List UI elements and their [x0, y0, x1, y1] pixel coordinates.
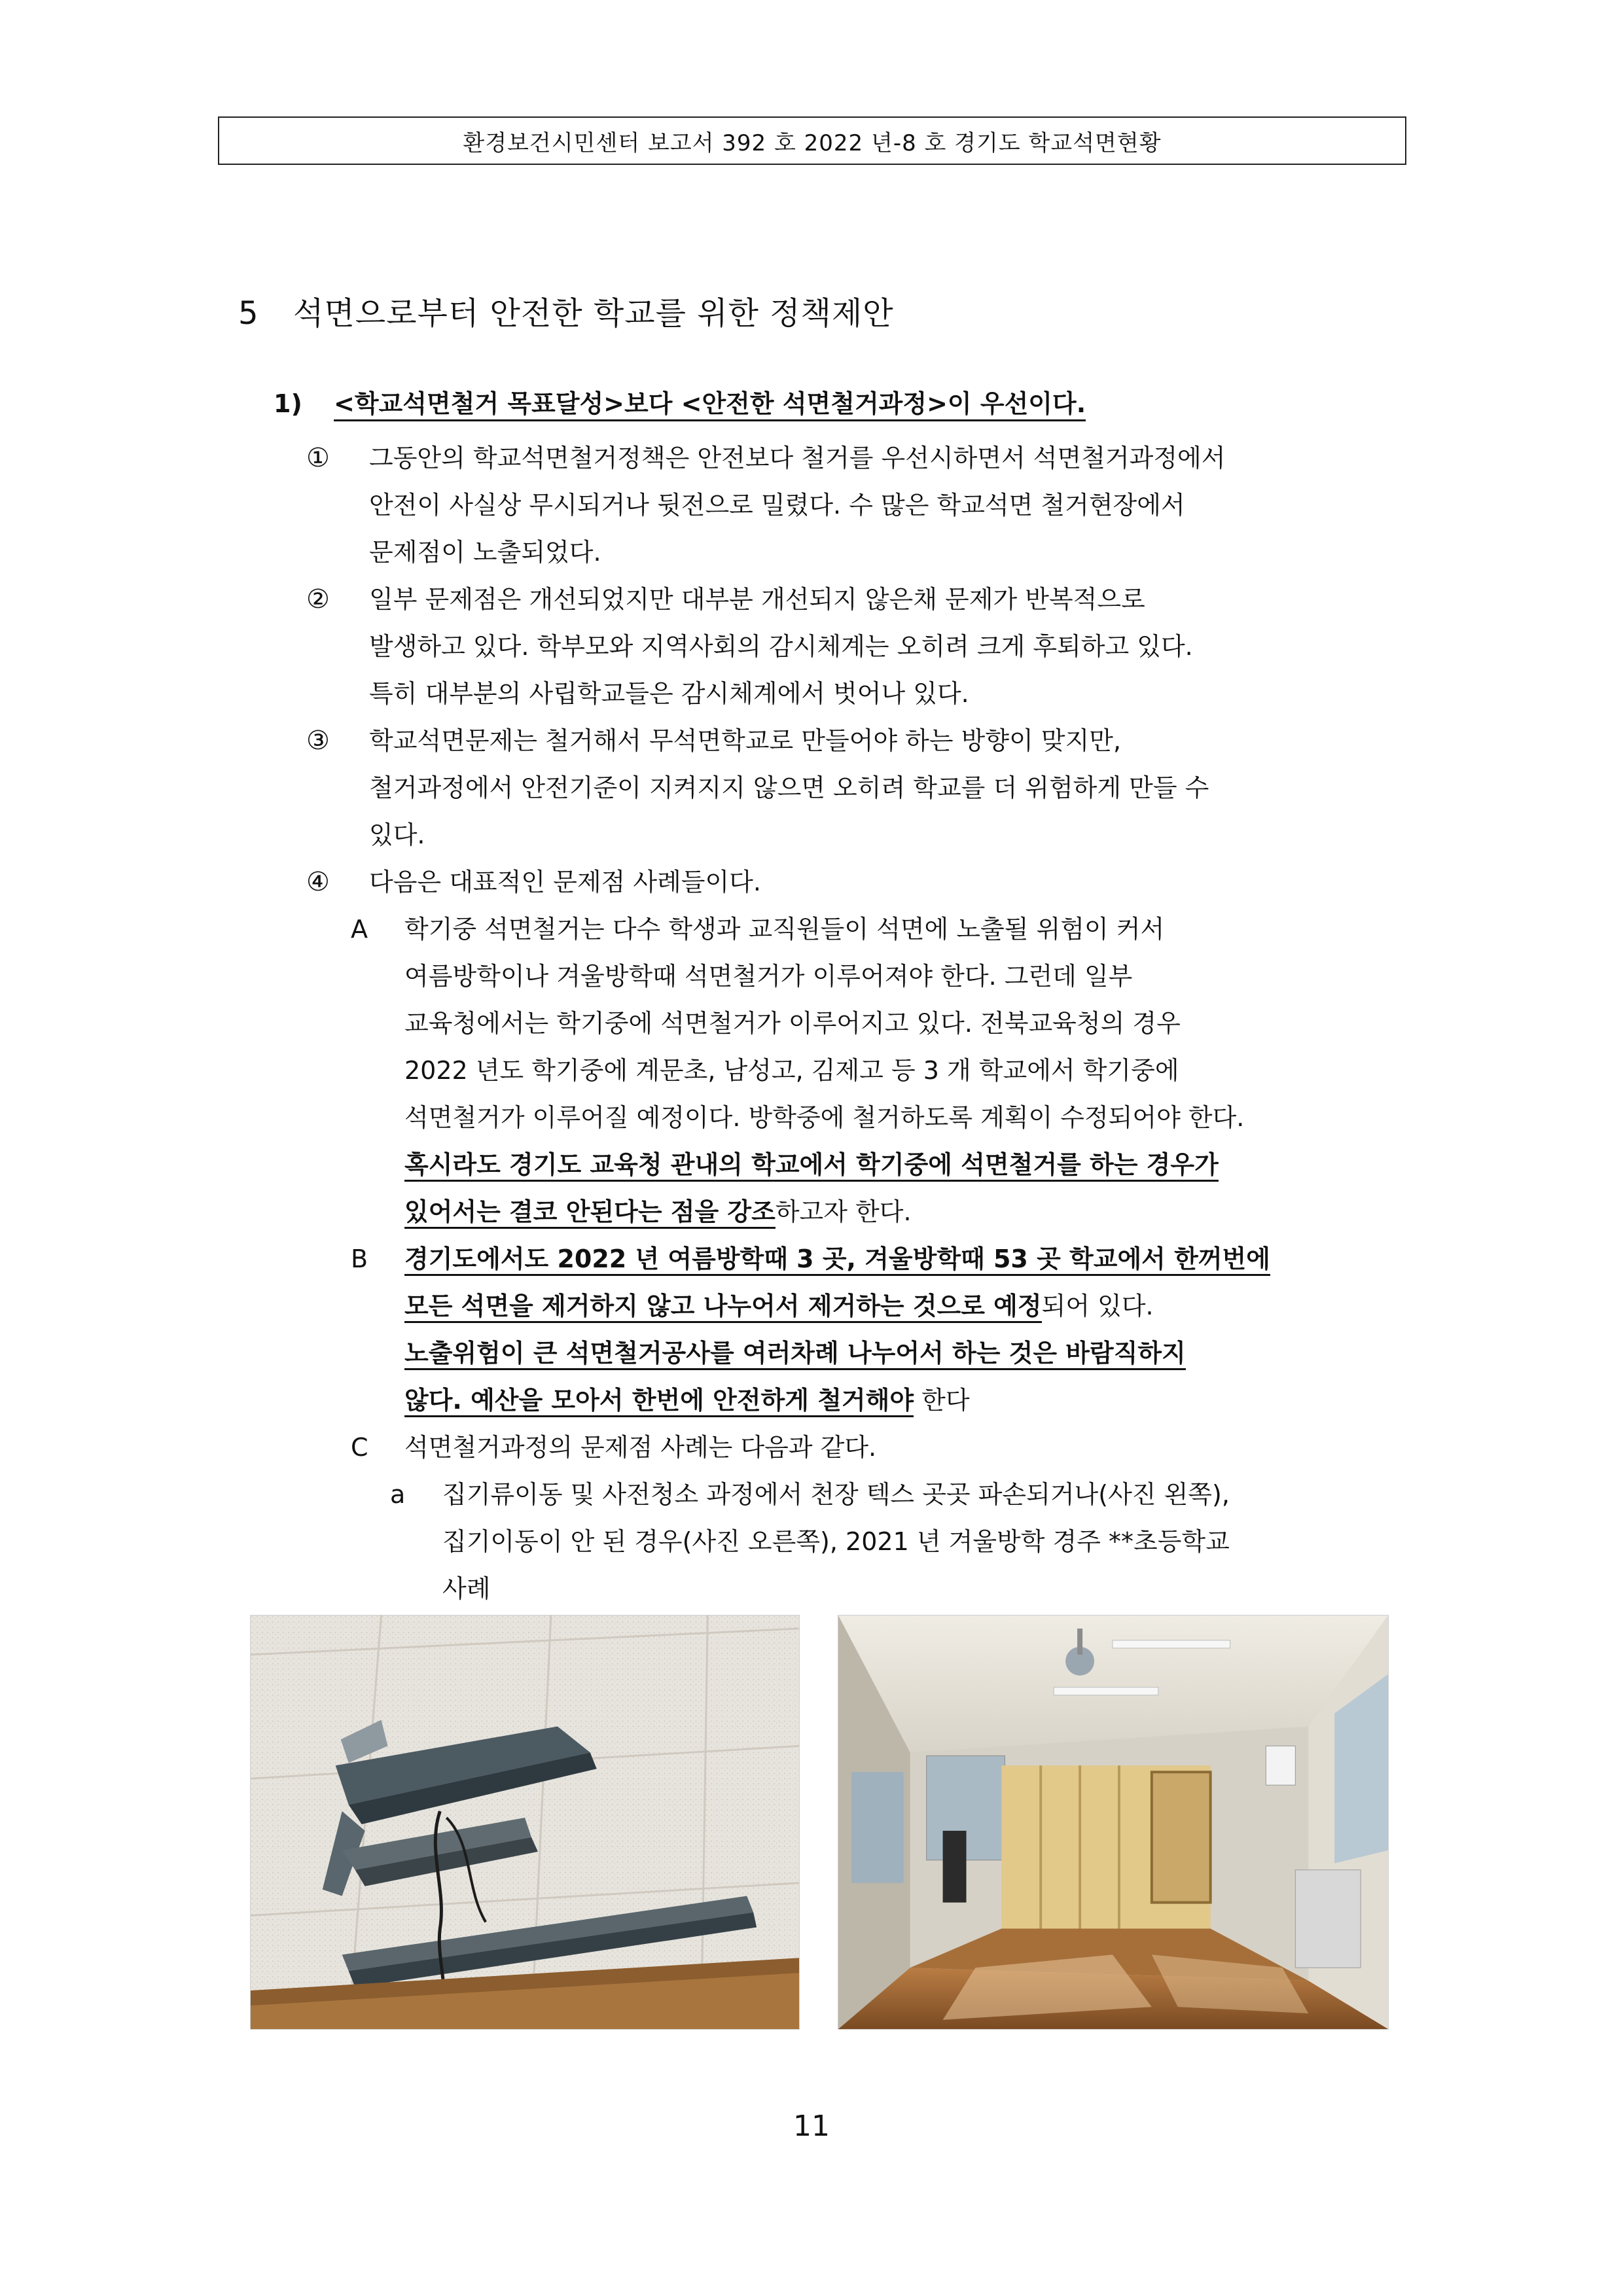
section-title — [238, 288, 894, 333]
case-emphasis: 경기도에서도 2022 년 여름방학때 3 곳, 겨울방학때 53 곳 학교에서 한꺼번에 — [404, 1245, 1270, 1276]
case-c-subitem — [390, 1471, 1230, 1612]
subsection-heading — [274, 383, 1086, 419]
item-marker: ③ — [306, 726, 330, 756]
item-line: 학교석면문제는 철거해서 무석면학교로 만들어야 하는 방향이 맞지만, — [369, 726, 1122, 755]
case-emphasis: 있어서는 결코 안된다는 점을 강조 — [404, 1197, 776, 1229]
case-a — [351, 906, 1245, 1235]
photo-classroom — [838, 1615, 1389, 2030]
case-tail: 하고자 한다. — [775, 1197, 912, 1226]
item-marker: ① — [306, 443, 330, 473]
case-b — [351, 1235, 1270, 1424]
section-title-text: 석면으로부터 안전한 학교를 위한 정책제안 — [293, 295, 894, 332]
subitem-line: 사례 — [442, 1574, 491, 1603]
list-item-3 — [306, 717, 1209, 858]
case-line: 학기중 석면철거는 다수 학생과 교직원들이 석면에 노출될 위험이 커서 — [404, 915, 1165, 944]
case-tail: 되어 있다. — [1041, 1292, 1154, 1320]
item-line: 다음은 대표적인 문제점 사례들이다. — [369, 868, 761, 896]
item-line: 일부 문제점은 개선되었지만 대부분 개선되지 않은채 문제가 반복적으로 — [369, 585, 1145, 614]
item-line: 철거과정에서 안전기준이 지켜지지 않으면 오히려 학교를 더 위험하게 만들 수 — [369, 773, 1209, 802]
photo-damaged-ceiling — [250, 1615, 800, 2030]
page-number: 11 — [793, 2110, 830, 2143]
list-item-2 — [306, 576, 1193, 717]
subitem-marker: a — [390, 1480, 406, 1509]
item-line: 그동안의 학교석면철거정책은 안전보다 철거를 우선시하면서 석면철거과정에서 — [369, 444, 1226, 472]
item-line: 발생하고 있다. 학부모와 지역사회의 감시체계는 오히려 크게 후퇴하고 있다. — [369, 632, 1193, 661]
case-c — [351, 1424, 877, 1471]
case-line: 교육청에서는 학기중에 석면철거가 이루어지고 있다. 전북교육청의 경우 — [404, 1009, 1181, 1038]
case-line: 2022 년도 학기중에 계문초, 남성고, 김제고 등 3 개 학교에서 학기중에 — [404, 1056, 1179, 1085]
item-line: 문제점이 노출되었다. — [369, 538, 601, 567]
case-marker: C — [351, 1433, 368, 1462]
list-item-4 — [306, 858, 761, 906]
report-header-title: 환경보건시민센터 보고서 392 호 2022 년-8 호 경기도 학교석면현황 — [463, 130, 1162, 156]
case-emphasis: 않다. 예산을 모아서 한번에 안전하게 철거해야 — [404, 1386, 914, 1417]
item-marker: ② — [306, 584, 330, 614]
subitem-line: 집기이동이 안 된 경우(사진 오른쪽), 2021 년 겨울방학 경주 **초등학교 — [442, 1527, 1230, 1556]
report-header — [218, 116, 1406, 165]
case-marker: A — [351, 915, 368, 944]
case-emphasis: 노출위험이 큰 석면철거공사를 여러차례 나누어서 하는 것은 바람직하지 — [404, 1339, 1186, 1370]
item-line: 특히 대부분의 사립학교들은 감시체계에서 벗어나 있다. — [369, 679, 969, 708]
subsection-number: 1) — [274, 389, 302, 418]
item-line: 있다. — [369, 821, 425, 849]
case-emphasis: 혹시라도 경기도 교육청 관내의 학교에서 학기중에 석면철거를 하는 경우가 — [404, 1150, 1219, 1182]
subsection-title: <학교석면철거 목표달성>보다 <안전한 석면철거과정>이 우선이다. — [334, 389, 1086, 421]
case-emphasis: 모든 석면을 제거하지 않고 나누어서 제거하는 것으로 예정 — [404, 1292, 1042, 1323]
list-item-1 — [306, 434, 1226, 576]
item-marker: ④ — [306, 867, 330, 897]
case-line: 석면철거과정의 문제점 사례는 다음과 같다. — [404, 1433, 877, 1462]
case-tail: 한다 — [914, 1386, 970, 1415]
subitem-line: 집기류이동 및 사전청소 과정에서 천장 텍스 곳곳 파손되거나(사진 왼쪽), — [442, 1480, 1230, 1509]
item-line: 안전이 사실상 무시되거나 뒷전으로 밀렸다. 수 많은 학교석면 철거현장에서 — [369, 491, 1185, 520]
case-marker: B — [351, 1245, 368, 1273]
case-line: 여름방학이나 겨울방학때 석면철거가 이루어져야 한다. 그런데 일부 — [404, 962, 1133, 991]
case-line: 석면철거가 이루어질 예정이다. 방학중에 철거하도록 계획이 수정되어야 한다. — [404, 1103, 1245, 1132]
section-number: 5 — [238, 295, 259, 332]
